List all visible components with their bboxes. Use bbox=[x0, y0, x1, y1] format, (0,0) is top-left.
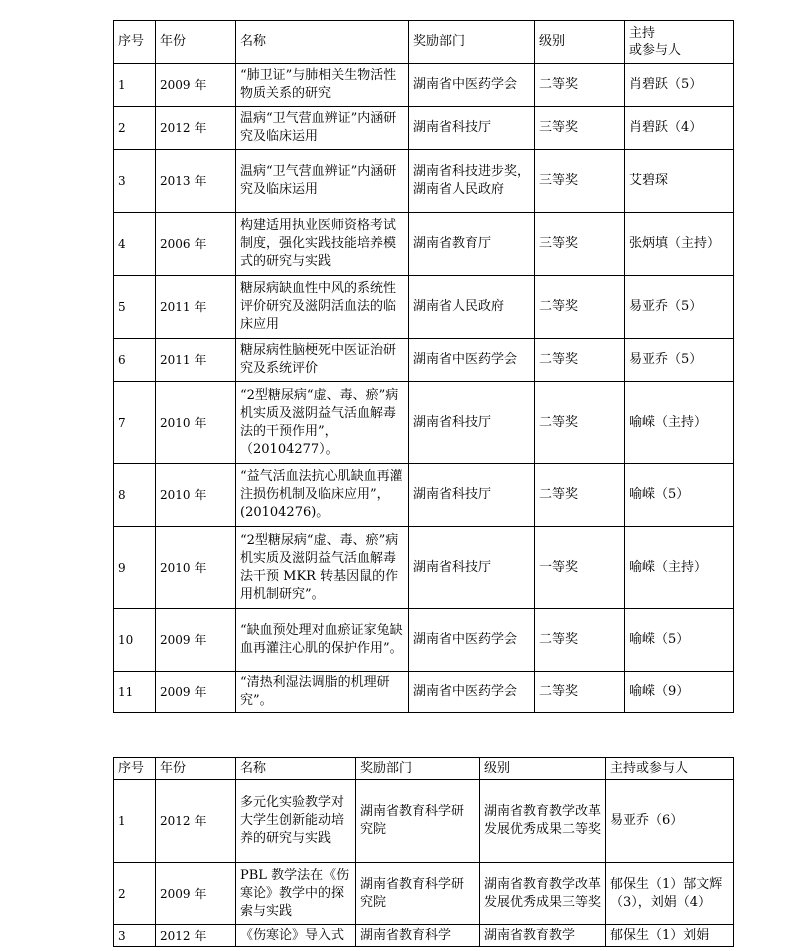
table-row bbox=[114, 925, 734, 947]
cell-dept: 湖南省中医药学会 bbox=[409, 339, 535, 382]
cell-person: 郁保生（1）刘娟 bbox=[606, 925, 734, 947]
table-row bbox=[114, 339, 734, 382]
cell-person: 喻嵘（主持） bbox=[625, 382, 734, 464]
cell-name: “清热利湿法调脂的机理研究”。 bbox=[236, 672, 409, 713]
cell-name: PBL 教学法在《伤寒论》教学中的探索与实践 bbox=[236, 863, 356, 925]
header-cell-dept: 奖励部门 bbox=[409, 21, 535, 64]
cell-person: 肖碧跃（5） bbox=[625, 64, 734, 107]
cell-no: 2 bbox=[114, 107, 156, 150]
cell-year: 2013 年 bbox=[156, 150, 236, 213]
header-cell-person: 主持或参与人 bbox=[606, 758, 734, 780]
table-row bbox=[114, 609, 734, 672]
cell-year: 2012 年 bbox=[156, 925, 236, 947]
cell-person: 郁保生（1）郜文辉（3），刘娟（4） bbox=[606, 863, 734, 925]
cell-level: 一等奖 bbox=[535, 527, 625, 609]
header-cell-no: 序号 bbox=[114, 21, 156, 64]
header-cell-year: 年份 bbox=[156, 21, 236, 64]
cell-dept: 湖南省中医药学会 bbox=[409, 672, 535, 713]
cell-year: 2009 年 bbox=[156, 64, 236, 107]
table-row bbox=[114, 276, 734, 339]
header-cell-no: 序号 bbox=[114, 758, 156, 780]
cell-name: “肺卫证”与肺相关生物活性物质关系的研究 bbox=[236, 64, 409, 107]
table-row bbox=[114, 64, 734, 107]
cell-person: 喻嵘（5） bbox=[625, 609, 734, 672]
header-cell-level: 级别 bbox=[535, 21, 625, 64]
cell-name: “2型糖尿病“虚、毒、瘀”病机实质及滋阴益气活血解毒法干预 MKR 转基因鼠的作用机制研究”。 bbox=[236, 527, 409, 609]
table-header-row bbox=[114, 21, 734, 64]
cell-year: 2010 年 bbox=[156, 527, 236, 609]
cell-person: 易亚乔（6） bbox=[606, 780, 734, 863]
cell-person: 喻嵘（5） bbox=[625, 464, 734, 527]
cell-person: 易亚乔（5） bbox=[625, 276, 734, 339]
table-row bbox=[114, 780, 734, 863]
cell-level: 二等奖 bbox=[535, 672, 625, 713]
cell-year: 2009 年 bbox=[156, 609, 236, 672]
table-row bbox=[114, 464, 734, 527]
cell-level: 二等奖 bbox=[535, 339, 625, 382]
cell-person: 易亚乔（5） bbox=[625, 339, 734, 382]
cell-dept: 湖南省科技进步奖，湖南省人民政府 bbox=[409, 150, 535, 213]
cell-dept: 湖南省教育科学研究院 bbox=[356, 780, 480, 863]
table-row bbox=[114, 107, 734, 150]
awards-table-2 bbox=[113, 757, 734, 947]
awards-table-1 bbox=[113, 20, 734, 713]
cell-no: 1 bbox=[114, 64, 156, 107]
cell-no: 7 bbox=[114, 382, 156, 464]
cell-name: “缺血预处理对血瘀证家兔缺血再灌注心肌的保护作用”。 bbox=[236, 609, 409, 672]
cell-name: 温病“卫气营血辨证”内涵研究及临床运用 bbox=[236, 150, 409, 213]
cell-dept: 湖南省人民政府 bbox=[409, 276, 535, 339]
cell-no: 11 bbox=[114, 672, 156, 713]
cell-name: 糖尿病性脑梗死中医证治研究及系统评价 bbox=[236, 339, 409, 382]
cell-dept: 湖南省教育科学研究院 bbox=[356, 863, 480, 925]
cell-dept: 湖南省中医药学会 bbox=[409, 64, 535, 107]
table-header-row bbox=[114, 758, 734, 780]
cell-level: 二等奖 bbox=[535, 64, 625, 107]
cell-level: 湖南省教育教学改革发展优秀成果三等奖 bbox=[480, 863, 606, 925]
header-cell-name: 名称 bbox=[236, 758, 356, 780]
cell-year: 2012 年 bbox=[156, 107, 236, 150]
cell-name: “益气活血法抗心肌缺血再灌注损伤机制及临床应用”，(20104276)。 bbox=[236, 464, 409, 527]
cell-level: 二等奖 bbox=[535, 464, 625, 527]
cell-name: 糖尿病缺血性中风的系统性评价研究及滋阴活血法的临床应用 bbox=[236, 276, 409, 339]
cell-level: 三等奖 bbox=[535, 213, 625, 276]
cell-person: 喻嵘（9） bbox=[625, 672, 734, 713]
header-cell-name: 名称 bbox=[236, 21, 409, 64]
cell-dept: 湖南省中医药学会 bbox=[409, 609, 535, 672]
cell-dept: 湖南省科技厅 bbox=[409, 107, 535, 150]
cell-year: 2009 年 bbox=[156, 863, 236, 925]
cell-dept: 湖南省科技厅 bbox=[409, 464, 535, 527]
cell-no: 6 bbox=[114, 339, 156, 382]
cell-level: 二等奖 bbox=[535, 382, 625, 464]
cell-no: 4 bbox=[114, 213, 156, 276]
cell-level: 湖南省教育教学改革发展优秀成果二等奖 bbox=[480, 780, 606, 863]
cell-year: 2012 年 bbox=[156, 780, 236, 863]
cell-dept: 湖南省科技厅 bbox=[409, 527, 535, 609]
cell-no: 1 bbox=[114, 780, 156, 863]
cell-level: 三等奖 bbox=[535, 150, 625, 213]
cell-person: 肖碧跃（4） bbox=[625, 107, 734, 150]
cell-dept: 湖南省教育科学 bbox=[356, 925, 480, 947]
table-row bbox=[114, 382, 734, 464]
cell-dept: 湖南省教育厅 bbox=[409, 213, 535, 276]
cell-no: 8 bbox=[114, 464, 156, 527]
cell-person: 张炳填（主持） bbox=[625, 213, 734, 276]
cell-name: 《伤寒论》导入式 bbox=[236, 925, 356, 947]
header-cell-year: 年份 bbox=[156, 758, 236, 780]
cell-year: 2011 年 bbox=[156, 339, 236, 382]
cell-no: 3 bbox=[114, 925, 156, 947]
cell-no: 3 bbox=[114, 150, 156, 213]
cell-dept: 湖南省科技厅 bbox=[409, 382, 535, 464]
cell-level: 湖南省教育教学 bbox=[480, 925, 606, 947]
cell-name: 多元化实验教学对大学生创新能动培养的研究与实践 bbox=[236, 780, 356, 863]
header-cell-level: 级别 bbox=[480, 758, 606, 780]
cell-year: 2009 年 bbox=[156, 672, 236, 713]
cell-no: 10 bbox=[114, 609, 156, 672]
table-row bbox=[114, 150, 734, 213]
cell-person: 喻嵘（主持） bbox=[625, 527, 734, 609]
cell-no: 2 bbox=[114, 863, 156, 925]
cell-year: 2010 年 bbox=[156, 382, 236, 464]
cell-year: 2010 年 bbox=[156, 464, 236, 527]
cell-level: 二等奖 bbox=[535, 276, 625, 339]
cell-no: 9 bbox=[114, 527, 156, 609]
cell-level: 三等奖 bbox=[535, 107, 625, 150]
cell-person: 艾碧琛 bbox=[625, 150, 734, 213]
cell-level: 二等奖 bbox=[535, 609, 625, 672]
cell-name: “2型糖尿病“虚、毒、瘀”病机实质及滋阴益气活血解毒法的干预作用”，（20104277）。 bbox=[236, 382, 409, 464]
cell-no: 5 bbox=[114, 276, 156, 339]
table-row bbox=[114, 213, 734, 276]
table-row bbox=[114, 863, 734, 925]
cell-name: 温病“卫气营血辨证”内涵研究及临床运用 bbox=[236, 107, 409, 150]
table-row bbox=[114, 527, 734, 609]
header-cell-person: 主持 或参与人 bbox=[625, 21, 734, 64]
cell-name: 构建适用执业医师资格考试制度，强化实践技能培养模式的研究与实践 bbox=[236, 213, 409, 276]
cell-year: 2006 年 bbox=[156, 213, 236, 276]
table-row bbox=[114, 672, 734, 713]
header-cell-dept: 奖励部门 bbox=[356, 758, 480, 780]
cell-year: 2011 年 bbox=[156, 276, 236, 339]
